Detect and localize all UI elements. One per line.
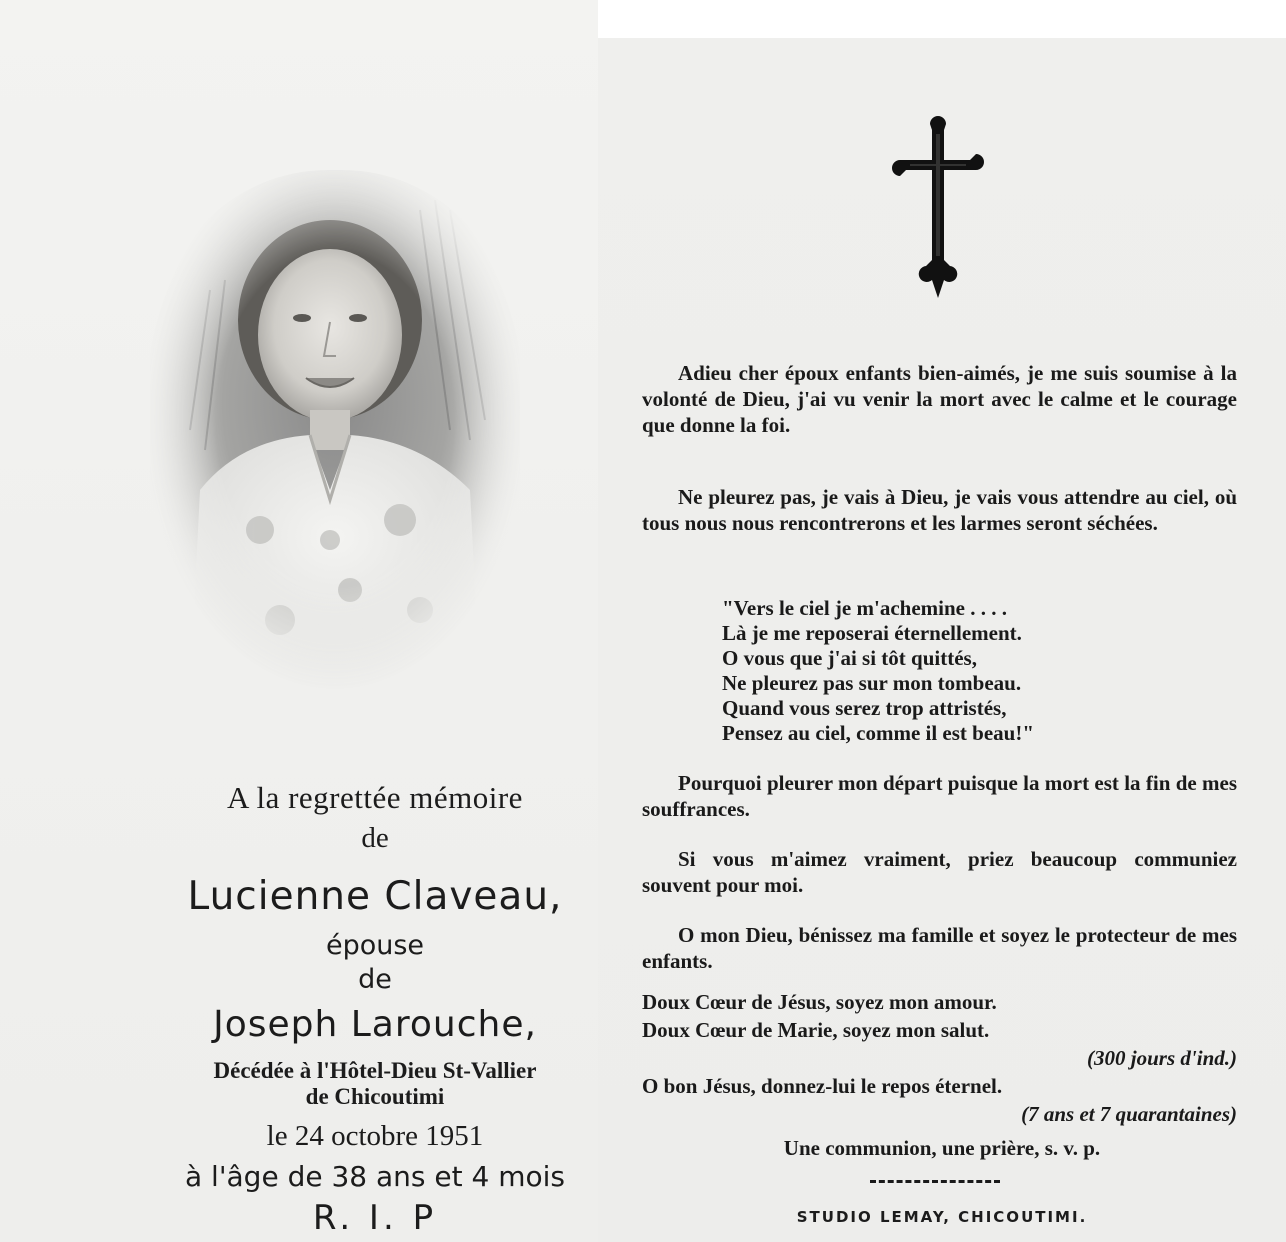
portrait-image [150,170,520,690]
rip-line: R. I. P [312,1198,438,1238]
deceased-place-line-2: de Chicoutimi [305,1084,445,1109]
portrait-photo [150,170,520,690]
prayer-2: Doux Cœur de Marie, soyez mon salut. [642,1018,990,1042]
paragraph-4 [642,846,1237,898]
indulgence-2: (7 ans et 7 quarantaines) [1021,1102,1237,1126]
poem-line: Pensez au ciel, comme il est beau!" [722,721,1034,745]
indulgence-1: (300 jours d'ind.) [1087,1046,1237,1070]
left-memorial-card [0,0,598,1242]
de-line-2: de [358,964,392,995]
poem-line: Ne pleurez pas sur mon tombeau. [722,671,1022,695]
prayer-3: O bon Jésus, donnez-lui le repos éternel. [642,1074,1003,1098]
paragraph-2 [642,484,1237,536]
death-date: le 24 octobre 1951 [266,1120,484,1152]
paragraph-3 [642,770,1237,822]
de-line-1: de [361,822,389,854]
poem-line: "Vers le ciel je m'achemine . . . . [722,596,1007,620]
paragraph-4-text: Si vous m'aimez vraiment, priez beaucoup communiez souvent pour moi. [642,847,1237,897]
age-line: à l'âge de 38 ans et 4 mois [184,1160,565,1193]
closing-request: Une communion, une prière, s. v. p. [783,1136,1101,1160]
deceased-place-line-1: Décédée à l'Hôtel-Dieu St-Vallier [213,1058,537,1083]
deceased-place [110,1058,640,1110]
right-prayer-card [598,38,1286,1242]
memory-line: A la regrettée mémoire [227,780,523,815]
prayer-1: Doux Cœur de Jésus, soyez mon amour. [642,990,997,1014]
paragraph-1 [642,360,1237,438]
prayers [642,988,1237,1128]
deceased-name: Lucienne Claveau, [187,874,563,919]
poem-line: Quand vous serez trop attristés, [722,696,1007,720]
paragraph-5-text: O mon Dieu, bénissez ma famille et soyez le protecteur de mes enfants. [642,923,1237,973]
paragraph-2-text: Ne pleurez pas, je vais à Dieu, je vais vous attendre au ciel, où tous nous nous rencontrerons et les larmes seront séchées. [642,485,1237,535]
paragraph-5 [642,922,1237,974]
paragraph-1-text: Adieu cher époux enfants bien-aimés, je me suis soumise à la volonté de Dieu, j'ai vu venir la mort avec le calme et le courage que donne la foi. [642,361,1237,437]
studio-credit: STUDIO LEMAY, CHICOUTIMI. [796,1208,1088,1226]
divider-dashes [870,1180,1000,1187]
poem-line: Là je me reposerai éternellement. [722,621,1022,645]
latin-cross-icon [888,110,988,300]
epouse-line: épouse [325,930,425,961]
poem [722,596,1242,746]
poem-line: O vous que j'ai si tôt quittés, [722,646,977,670]
paragraph-3-text: Pourquoi pleurer mon départ puisque la mort est la fin de mes souffrances. [642,771,1237,821]
spouse-name: Joseph Larouche, [213,1004,537,1045]
